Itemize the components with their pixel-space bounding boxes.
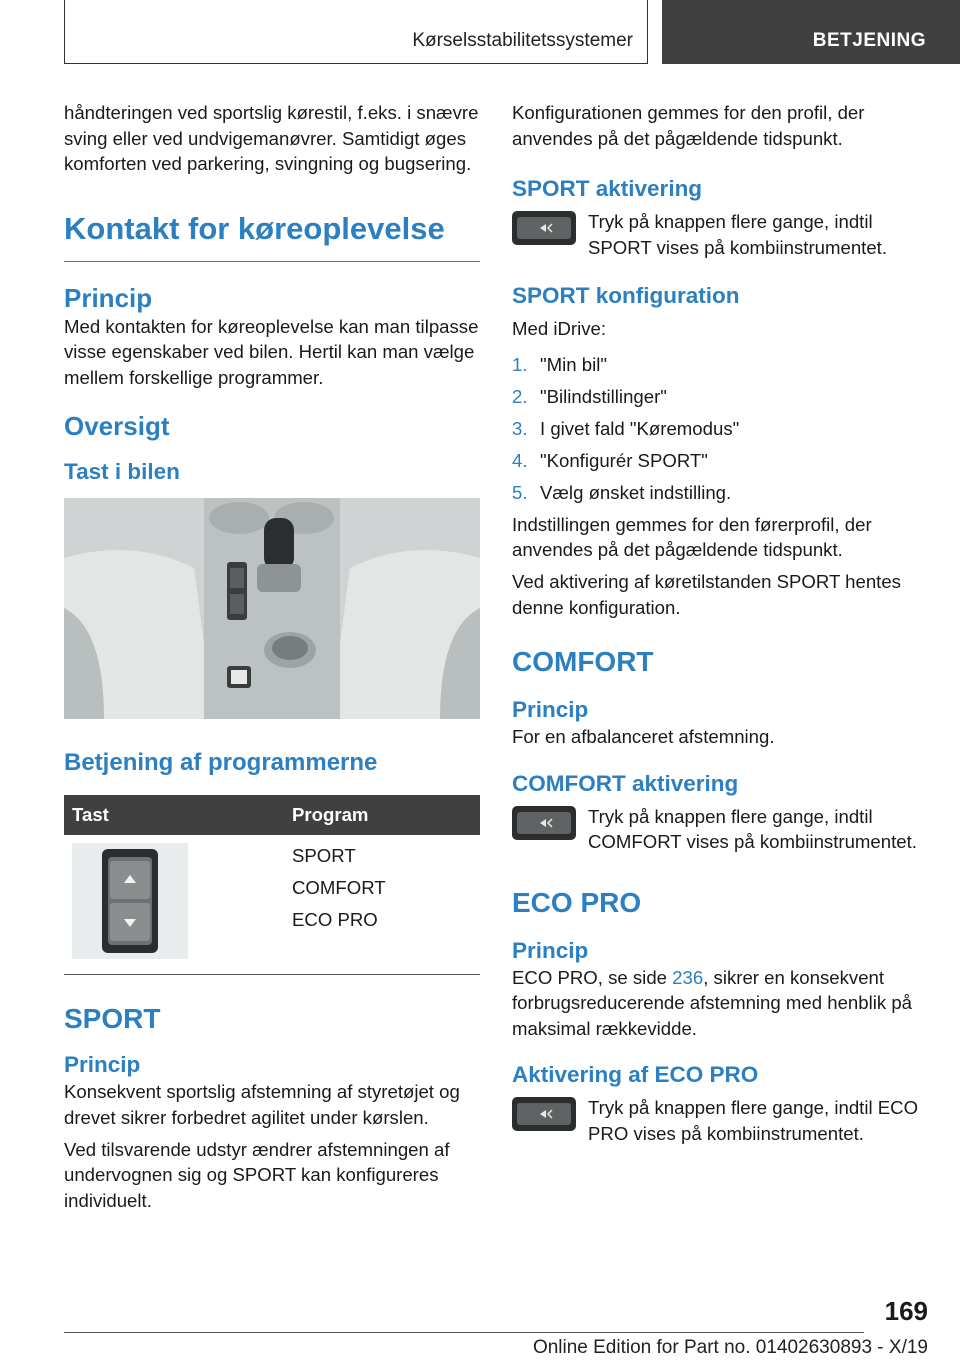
header-section-box (64, 0, 648, 64)
sport-paragraph-1: Konsekvent sportslig afstemning af styretøjet og drevet sikrer forbedret agilitet under kørslen. (64, 1081, 460, 1128)
intro-paragraph: håndteringen ved sportslig kørestil, f.eks. i snævre sving eller ved undvigemanøvrer. Samtidigt øges komforten ved parkering, svingning og bugsering. (64, 102, 479, 174)
right-intro-paragraph: Konfigurationen gemmes for den profil, der anvendes på det pågældende tidspunkt. (512, 102, 865, 149)
mode-button-icon (512, 1097, 576, 1131)
page-link-236[interactable]: 236 (672, 966, 704, 988)
comfort-aktivering-text: Tryk på knappen flere gange, indtil COMFORT vises på kombiinstrumentet. (588, 805, 917, 852)
idrive-steps-list (512, 352, 932, 506)
section-title-rule (64, 261, 480, 262)
comfort-aktivering-heading: COMFORT aktivering (512, 770, 739, 796)
sport-aktivering-heading: SPORT aktivering (512, 176, 703, 201)
header-section-title: Kørselsstabilitetssystemer (412, 30, 633, 51)
oversigt-heading: Oversigt (64, 411, 170, 441)
konf-paragraph-1: Indstillingen gemmes for den førerprofil, der anvendes på det pågældende tidspunkt. (512, 513, 872, 560)
comfort-princip-text: For en afbalanceret afstemning. (512, 726, 775, 747)
konf-paragraph-2: Ved aktivering af køretilstanden SPORT hentes denne konfiguration. (512, 571, 901, 618)
sport-konfiguration-heading: SPORT konfiguration (512, 283, 740, 308)
eco-aktivering-heading: Aktivering af ECO PRO (512, 1062, 759, 1087)
sport-heading: SPORT (64, 1003, 161, 1034)
program-sport: SPORT (292, 845, 356, 866)
drive-mode-switch-image (72, 843, 188, 959)
table-header-program: Program (284, 795, 480, 835)
header-chapter-title: BETJENING (812, 30, 926, 51)
eco-princip-heading: Princip (512, 937, 589, 963)
eco-aktivering-text: Tryk på knappen flere gange, indtil ECO PRO vises på kombiinstrumentet. (588, 1097, 919, 1144)
eco-princip-text: ECO PRO, se side 236, sikrer en konsekvent forbrugsreducerende afstemning med henblik på maksimal rækkevidde. (512, 966, 913, 1039)
eco-aktivering-row (512, 1095, 932, 1146)
left-column (64, 100, 480, 1213)
mode-button-icon (512, 211, 576, 245)
list-item: 5. Vælg ønsket indstilling. (512, 481, 732, 503)
header-chapter-tab (662, 0, 960, 64)
section-title: Kontakt for køreoplevelse (64, 210, 445, 246)
list-item: 2. "Bilindstillinger" (512, 385, 667, 407)
eco-pro-heading: ECO PRO (512, 886, 642, 918)
sport-paragraph-2: Ved tilsvarende udstyr ændrer afstemningen af undervognen sig og SPORT kan konfigureres individuelt. (64, 1138, 450, 1211)
princip-paragraph: Med kontakten for køreoplevelse kan man tilpasse visse egenskaber ved bilen. Hertil kan man vælge mellem forskellige programmer. (64, 315, 479, 388)
right-column (512, 100, 932, 1146)
list-item: 4. "Konfigurér SPORT" (512, 449, 708, 471)
page-number: 169 (884, 1296, 928, 1326)
comfort-aktivering-row (512, 804, 932, 855)
sport-princip-heading: Princip (64, 1052, 141, 1077)
tast-heading: Tast i bilen (64, 459, 180, 484)
betjening-heading: Betjening af programmerne (64, 749, 378, 776)
list-item: 1. "Min bil" (512, 353, 607, 375)
med-idrive-text: Med iDrive: (512, 318, 607, 339)
table-bottom-rule (64, 974, 480, 975)
footer-rule (64, 1332, 864, 1333)
program-table (64, 795, 480, 964)
comfort-heading: COMFORT (512, 646, 654, 677)
princip-heading: Princip (64, 282, 153, 313)
program-eco-pro: ECO PRO (292, 909, 378, 930)
center-console-photo (64, 498, 480, 719)
footer-edition: Online Edition for Part no. 01402630893 - X/19 (532, 1337, 928, 1358)
mode-button-icon (512, 806, 576, 840)
sport-aktivering-row (512, 209, 932, 260)
program-comfort: COMFORT (292, 877, 386, 898)
table-header-tast: Tast (64, 795, 284, 835)
comfort-princip-heading: Princip (512, 697, 589, 722)
list-item: 3. I givet fald "Køremodus" (512, 417, 740, 439)
table-cell-programs (284, 835, 480, 964)
sport-aktivering-text: Tryk på knappen flere gange, indtil SPORT vises på kombiinstrumentet. (588, 211, 887, 258)
table-cell-button (64, 835, 284, 964)
